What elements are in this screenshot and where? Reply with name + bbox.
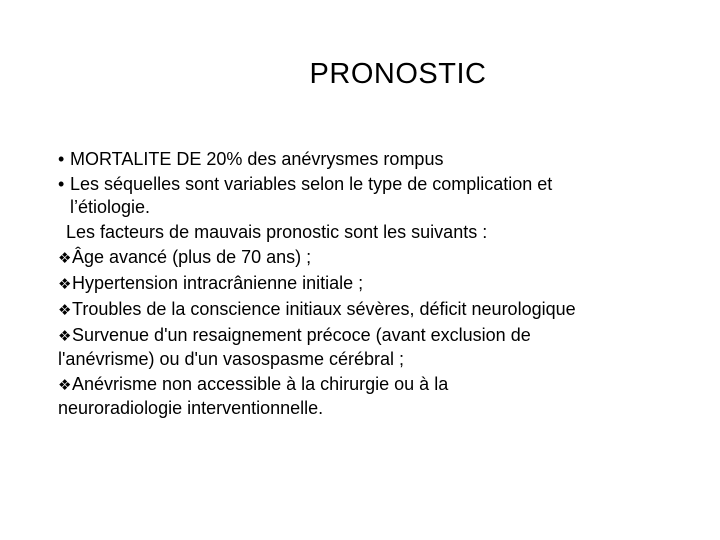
diamond-bullet-icon: ❖ [58, 328, 72, 345]
factor-text: Survenue d'un resaignement précoce (avant exclusion de [72, 325, 531, 345]
slide-body [58, 148, 710, 420]
diamond-bullet-icon: ❖ [58, 250, 72, 267]
factor-item [58, 373, 710, 397]
intro-line: Les facteurs de mauvais pronostic sont les suivants : [66, 222, 488, 242]
diamond-bullet-icon: ❖ [58, 377, 72, 394]
factor-item [58, 246, 710, 270]
factor-item [58, 298, 710, 322]
bullet-item [58, 173, 710, 196]
slide-title: PRONOSTIC [309, 58, 487, 90]
factor-item [58, 272, 710, 296]
bullet-continuation: l’étiologie. [70, 197, 151, 217]
factor-item [58, 324, 710, 348]
factor-text: Troubles de la conscience initiaux sévères, déficit neurologique [72, 299, 576, 319]
bullet-text: MORTALITE DE 20% des anévrysmes rompus [70, 149, 444, 169]
factor-continuation: l'anévrisme) ou d'un vasospasme cérébral ; [58, 349, 405, 369]
bullet-text: Les séquelles sont variables selon le type de complication et [70, 174, 553, 194]
diamond-bullet-icon: ❖ [58, 276, 72, 293]
bullet-icon: • [58, 149, 65, 169]
factor-continuation: neuroradiologie interventionnelle. [58, 398, 324, 418]
bullet-icon: • [58, 174, 65, 194]
factor-text: Anévrisme non accessible à la chirurgie ou à la [72, 374, 449, 394]
diamond-bullet-icon: ❖ [58, 302, 72, 319]
bullet-item [58, 148, 710, 171]
factor-text: Âge avancé (plus de 70 ans) ; [72, 247, 312, 267]
factor-text: Hypertension intracrânienne initiale ; [72, 273, 364, 293]
